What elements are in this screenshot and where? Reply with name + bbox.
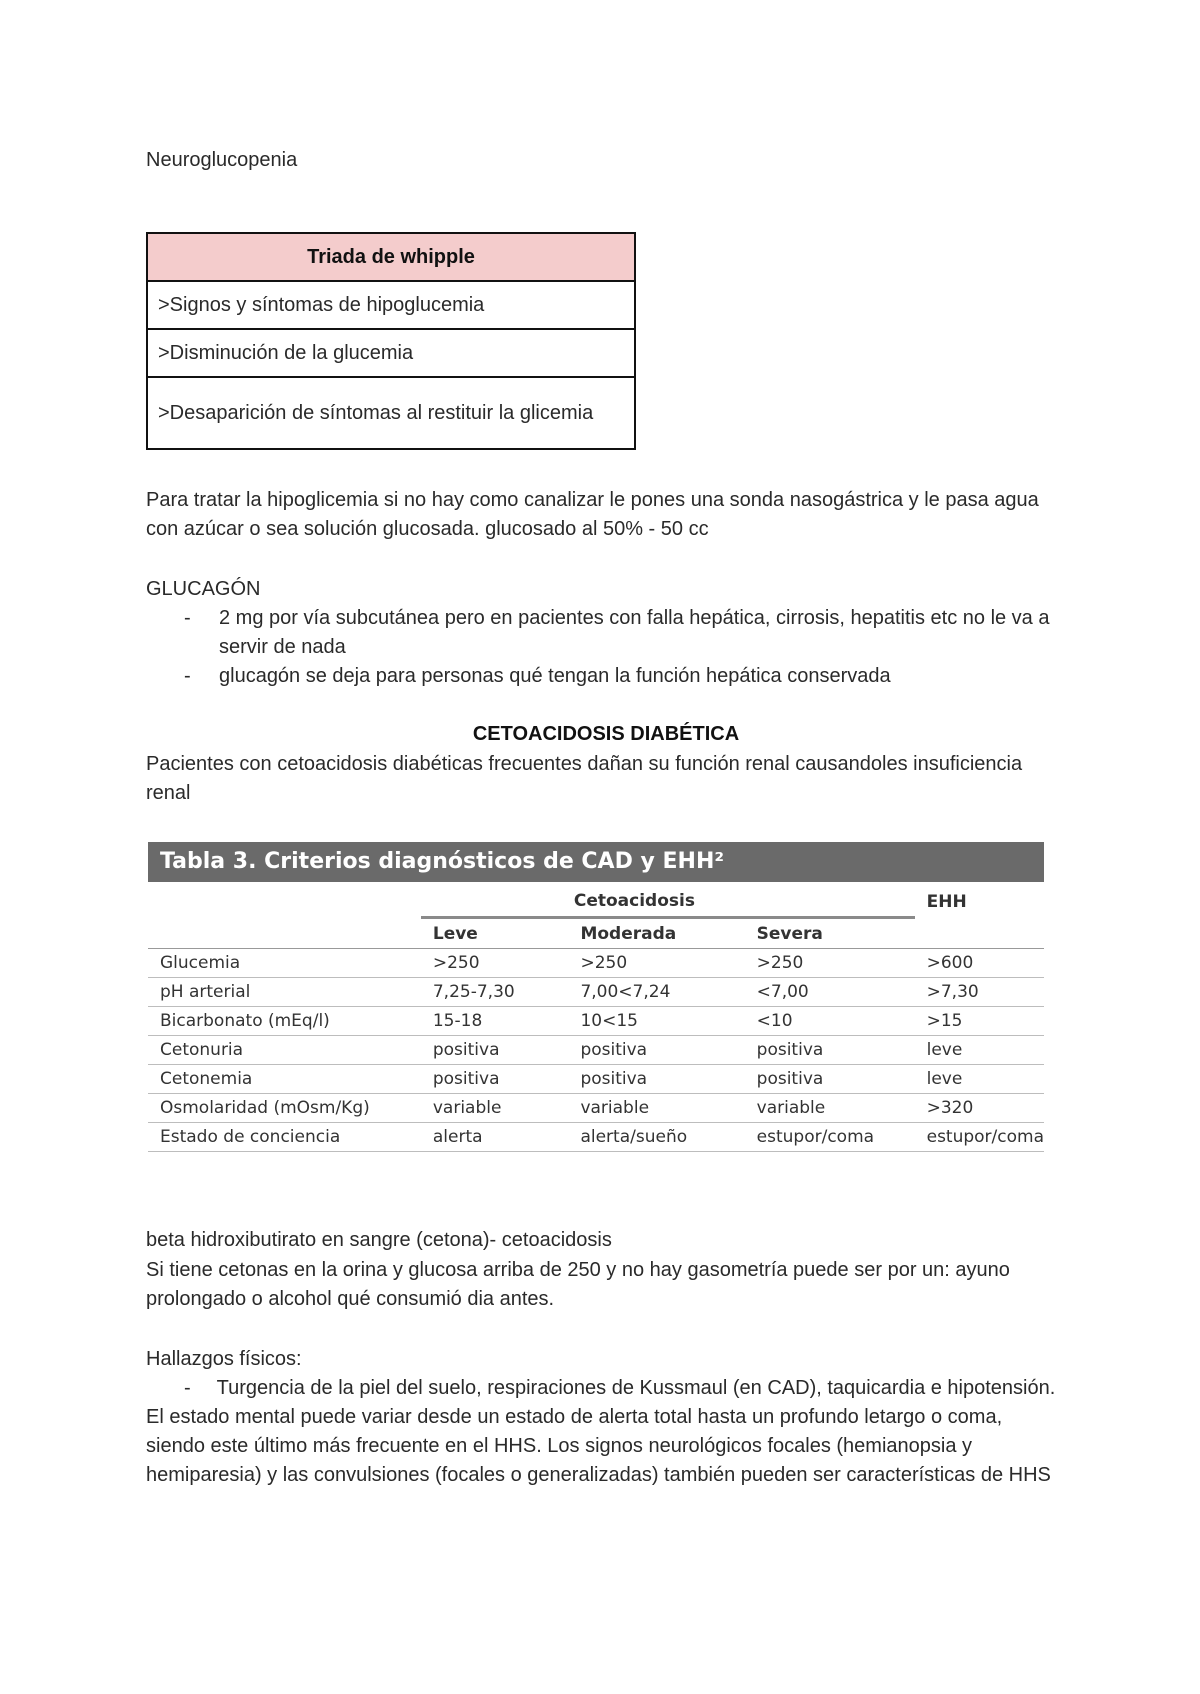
cell: <10 bbox=[745, 1007, 915, 1036]
col-moderada: Moderada bbox=[568, 918, 744, 949]
list-item-text: 2 mg por vía subcutánea pero en pacientes con falla hepática, cirrosis, hepatitis etc no le va a servir de nada bbox=[219, 607, 1050, 658]
whipple-row: >Disminución de la glucemia bbox=[147, 329, 635, 377]
cell: 7,25-7,30 bbox=[421, 978, 569, 1007]
cell: leve bbox=[915, 1065, 1044, 1094]
row-label: Cetonemia bbox=[148, 1065, 421, 1094]
cetoacidosis-group-label: Cetoacidosis bbox=[421, 882, 915, 918]
list-item bbox=[146, 604, 1066, 662]
cell: 10<15 bbox=[568, 1007, 744, 1036]
list-item bbox=[146, 662, 1066, 691]
cad-ehh-criteria-table bbox=[148, 842, 1044, 1152]
list-item-text: glucagón se deja para personas qué tengan la función hepática conservada bbox=[219, 665, 891, 687]
cell: leve bbox=[915, 1036, 1044, 1065]
cell: 15-18 bbox=[421, 1007, 569, 1036]
cell: >250 bbox=[745, 949, 915, 978]
table-row bbox=[148, 1065, 1044, 1094]
whipple-row: >Desaparición de síntomas al restituir la glicemia bbox=[147, 377, 635, 449]
beta-hidroxibutirato-line: beta hidroxibutirato en sangre (cetona)- cetoacidosis bbox=[146, 1229, 612, 1251]
whipple-table bbox=[146, 232, 636, 450]
cell: >320 bbox=[915, 1094, 1044, 1123]
cad-section-title: CETOACIDOSIS DIABÉTICA bbox=[472, 723, 740, 745]
table-row bbox=[148, 978, 1044, 1007]
table-row bbox=[148, 1123, 1044, 1152]
cad-paragraph: Pacientes con cetoacidosis diabéticas frecuentes dañan su función renal causandoles insuficiencia renal bbox=[146, 753, 1023, 804]
hallazgos-paragraph bbox=[146, 1374, 1066, 1490]
table-row bbox=[148, 1007, 1044, 1036]
row-label: Estado de conciencia bbox=[148, 1123, 421, 1152]
cell: >15 bbox=[915, 1007, 1044, 1036]
hallazgos-title: Hallazgos físicos: bbox=[146, 1348, 302, 1370]
cell: >600 bbox=[915, 949, 1044, 978]
cell: positiva bbox=[421, 1065, 569, 1094]
row-label: Glucemia bbox=[148, 949, 421, 978]
cell: positiva bbox=[421, 1036, 569, 1065]
cell: estupor/coma bbox=[915, 1123, 1044, 1152]
row-label: Osmolaridad (mOsm/Kg) bbox=[148, 1094, 421, 1123]
table-row bbox=[148, 1036, 1044, 1065]
cell: 7,00<7,24 bbox=[568, 978, 744, 1007]
cell: positiva bbox=[745, 1065, 915, 1094]
hallazgos-text: Turgencia de la piel del suelo, respiraciones de Kussmaul (en CAD), taquicardia e hipotensión. El estado mental puede variar desde un estado de alerta total hasta un profundo letargo o coma, siendo este último más frecuente en el HHS. Los signos neurológicos focales (hemianopsia y hemiparesia) y las convulsiones (focales o generalizadas) también pueden ser características de HHS bbox=[146, 1377, 1056, 1486]
glucagon-list bbox=[146, 604, 1066, 691]
table3-group-header bbox=[148, 882, 1044, 918]
table-row bbox=[148, 1094, 1044, 1123]
cetonas-paragraph: Si tiene cetonas en la orina y glucosa arriba de 250 y no hay gasometría puede ser por un: ayuno prolongado o alcohol qué consumió dia antes. bbox=[146, 1259, 1010, 1310]
cell: <7,00 bbox=[745, 978, 915, 1007]
cell: positiva bbox=[745, 1036, 915, 1065]
table-row bbox=[148, 949, 1044, 978]
cell: >7,30 bbox=[915, 978, 1044, 1007]
row-label: Cetonuria bbox=[148, 1036, 421, 1065]
cell: variable bbox=[745, 1094, 915, 1123]
whipple-title: Triada de whipple bbox=[147, 233, 635, 281]
table3-title: Tabla 3. Criterios diagnósticos de CAD y EHH² bbox=[148, 842, 1044, 882]
col-leve: Leve bbox=[421, 918, 569, 949]
dash-marker: - bbox=[184, 607, 191, 629]
cell: alerta bbox=[421, 1123, 569, 1152]
cell: >250 bbox=[421, 949, 569, 978]
heading-neuroglucopenia: Neuroglucopenia bbox=[146, 149, 298, 171]
cell: positiva bbox=[568, 1036, 744, 1065]
cell: estupor/coma bbox=[745, 1123, 915, 1152]
cell: variable bbox=[421, 1094, 569, 1123]
dash-marker: - bbox=[184, 1377, 191, 1399]
whipple-row: >Signos y síntomas de hipoglucemia bbox=[147, 281, 635, 329]
cell: variable bbox=[568, 1094, 744, 1123]
cell: alerta/sueño bbox=[568, 1123, 744, 1152]
glucagon-title: GLUCAGÓN bbox=[146, 578, 261, 600]
row-label: Bicarbonato (mEq/l) bbox=[148, 1007, 421, 1036]
col-severa: Severa bbox=[745, 918, 915, 949]
row-label: pH arterial bbox=[148, 978, 421, 1007]
dash-marker: - bbox=[184, 665, 191, 687]
ehh-group-label: EHH bbox=[926, 891, 967, 912]
table3-sub-header bbox=[148, 918, 1044, 949]
hipoglicemia-paragraph: Para tratar la hipoglicemia si no hay como canalizar le pones una sonda nasogástrica y le pasa agua con azúcar o sea solución glucosada. glucosado al 50% - 50 cc bbox=[146, 489, 1039, 540]
cell: >250 bbox=[568, 949, 744, 978]
cell: positiva bbox=[568, 1065, 744, 1094]
